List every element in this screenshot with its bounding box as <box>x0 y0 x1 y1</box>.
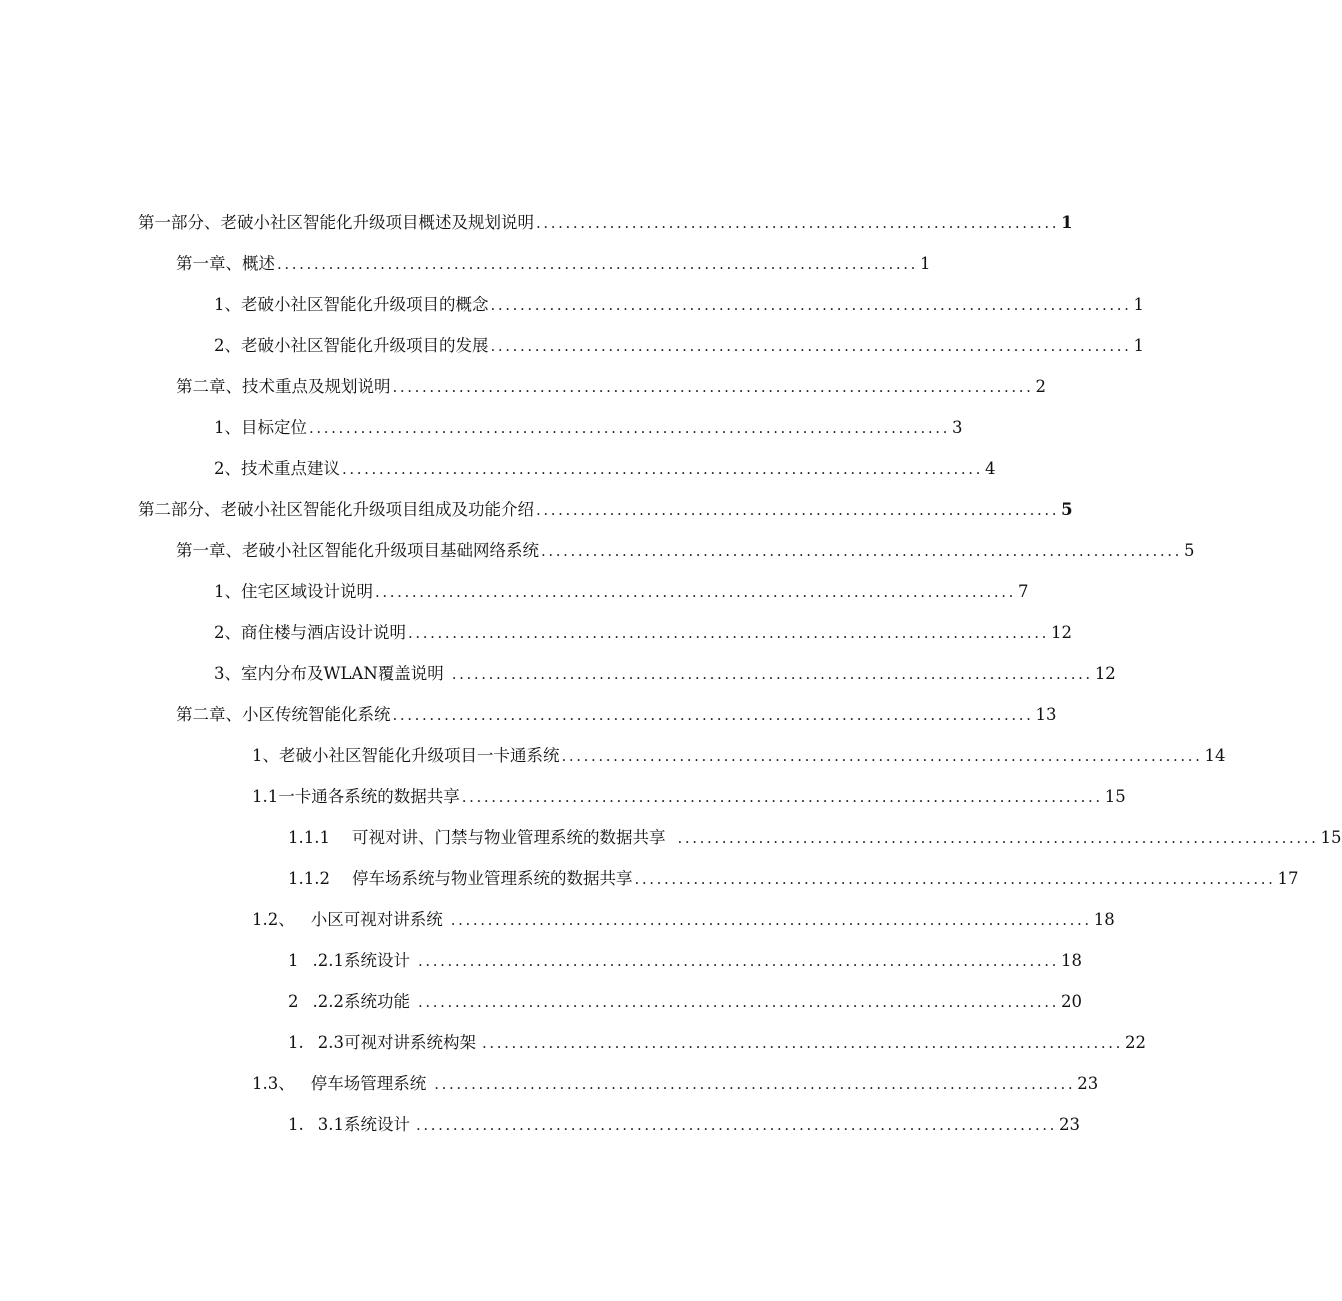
toc-page-number: 23 <box>1059 1115 1081 1134</box>
toc-leader: ....................................................................................... <box>408 624 1050 642</box>
toc-page-number: 12 <box>1094 664 1116 683</box>
toc-leader: ....................................................................................... <box>418 952 1060 970</box>
toc-title: 第一部分、老破小社区智能化升级项目概述及规划说明 <box>138 213 534 232</box>
toc-leader: ....................................................................................... <box>451 665 1093 683</box>
toc-page-number: 22 <box>1125 1033 1147 1052</box>
toc-entry[interactable] <box>176 702 1057 726</box>
toc-page-number: 7 <box>1018 582 1029 601</box>
toc-leader: ....................................................................................... <box>418 993 1060 1011</box>
toc-entry[interactable] <box>176 374 1047 398</box>
toc-leader: ....................................................................................... <box>392 378 1034 396</box>
toc-page-number: 1 <box>920 254 931 273</box>
toc-title: 1.1一卡通各系统的数据共享 <box>252 787 460 806</box>
toc-title: 2、老破小社区智能化升级项目的发展 <box>214 336 489 355</box>
toc-leader: ....................................................................................... <box>677 829 1319 847</box>
toc-entry[interactable] <box>214 579 1029 603</box>
toc-title: 1、老破小社区智能化升级项目一卡通系统 <box>252 746 560 765</box>
toc-title: 第二部分、老破小社区智能化升级项目组成及功能介绍 <box>138 500 534 519</box>
toc-number: 1. <box>288 1033 304 1052</box>
toc-number: 1.2、 <box>252 910 295 929</box>
toc-entry[interactable] <box>138 210 1073 234</box>
toc-page-number: 18 <box>1093 910 1115 929</box>
toc-title: 停车场系统与物业管理系统的数据共享 <box>351 869 633 888</box>
toc-page-number: 15 <box>1320 828 1342 847</box>
toc-leader: ....................................................................... <box>536 214 1060 232</box>
toc-entry[interactable] <box>252 743 1226 767</box>
toc-title: 2.3可视对讲系统构架 <box>317 1033 476 1052</box>
toc-number: 1.1.2 <box>288 869 330 888</box>
toc-title: 2、技术重点建议 <box>214 459 340 478</box>
toc-entry[interactable] <box>176 251 931 275</box>
toc-number: 1 <box>288 951 299 970</box>
toc-page-number: 13 <box>1035 705 1057 724</box>
toc-page-number: 1 <box>1133 336 1145 355</box>
toc-title: .2.2系统功能 <box>312 992 410 1011</box>
toc-title: 停车场管理系统 <box>310 1074 427 1093</box>
toc-leader: ....................................................................................... <box>416 1116 1058 1134</box>
toc-number: 1. <box>288 1115 304 1134</box>
toc-leader: ....................................................................................... <box>490 337 1132 355</box>
toc-entry[interactable] <box>288 825 1342 849</box>
toc-entry[interactable] <box>214 415 963 439</box>
toc-leader: ....................................................................................... <box>541 542 1183 560</box>
toc-leader: ....................................................................................... <box>392 706 1034 724</box>
toc-page-number: 1 <box>1133 295 1145 314</box>
toc-page-number: 17 <box>1277 869 1299 888</box>
toc-leader: ....................................................................................... <box>490 296 1132 314</box>
toc-entry[interactable] <box>214 661 1116 685</box>
toc-leader: ....................................................................................... <box>561 747 1203 765</box>
toc-leader: ....................................................................................... <box>309 419 951 437</box>
toc-title: 2、商住楼与酒店设计说明 <box>214 623 406 642</box>
toc-title: 第二章、技术重点及规划说明 <box>176 377 391 396</box>
toc-entry[interactable] <box>176 538 1195 562</box>
toc-leader: ....................................................................................... <box>434 1075 1076 1093</box>
toc-title: .2.1系统设计 <box>312 951 410 970</box>
toc-title: 1、住宅区域设计说明 <box>214 582 373 601</box>
toc-leader: ....................................................................................... <box>277 255 919 273</box>
toc-entry[interactable] <box>252 907 1115 931</box>
toc-leader: ....................................................................................... <box>450 911 1092 929</box>
toc-page-number: 23 <box>1077 1074 1099 1093</box>
toc-leader: ....................................................................................... <box>482 1034 1124 1052</box>
toc-entry[interactable] <box>252 1071 1099 1095</box>
toc-entry[interactable] <box>288 1112 1081 1136</box>
toc-entry[interactable] <box>214 292 1145 316</box>
toc-leader: ....................................................................................... <box>634 870 1276 888</box>
toc-page-number: 18 <box>1061 951 1083 970</box>
toc-entry[interactable] <box>288 1030 1147 1054</box>
toc-page-number: 5 <box>1061 500 1073 519</box>
toc-page-number: 15 <box>1104 787 1126 806</box>
toc-leader: ....................................................................................... <box>461 788 1103 806</box>
toc-title: 可视对讲、门禁与物业管理系统的数据共享 <box>351 828 666 847</box>
toc-title: 1、目标定位 <box>214 418 307 437</box>
toc-number: 1.1.1 <box>288 828 330 847</box>
toc-entry[interactable] <box>214 333 1145 357</box>
toc-page-number: 20 <box>1061 992 1083 1011</box>
toc-title: 3、室内分布及WLAN覆盖说明 <box>214 664 444 683</box>
toc-page-number: 12 <box>1051 623 1073 642</box>
toc-title: 小区可视对讲系统 <box>310 910 443 929</box>
toc-number: 2 <box>288 992 299 1011</box>
toc-page-number: 5 <box>1184 541 1195 560</box>
toc-entry[interactable] <box>214 456 996 480</box>
toc-page-number: 4 <box>985 459 996 478</box>
toc-entry[interactable] <box>138 497 1073 521</box>
toc-leader: ....................................................................... <box>536 501 1060 519</box>
toc-leader: ....................................................................................... <box>375 583 1017 601</box>
toc-page-number: 1 <box>1061 213 1073 232</box>
toc-page-number: 14 <box>1204 746 1226 765</box>
toc-entry[interactable] <box>288 989 1083 1013</box>
toc-title: 第一章、概述 <box>176 254 275 273</box>
toc-page-number: 3 <box>952 418 963 437</box>
toc-title: 第二章、小区传统智能化系统 <box>176 705 391 724</box>
toc-entry[interactable] <box>214 620 1073 644</box>
toc-title: 第一章、老破小社区智能化升级项目基础网络系统 <box>176 541 539 560</box>
toc-number: 1.3、 <box>252 1074 295 1093</box>
toc-title: 1、老破小社区智能化升级项目的概念 <box>214 295 489 314</box>
toc-leader: ....................................................................................... <box>342 460 984 478</box>
toc-page-number: 2 <box>1035 377 1047 396</box>
toc-entry[interactable] <box>288 948 1083 972</box>
toc-entry[interactable] <box>288 866 1299 890</box>
toc-title: 3.1系统设计 <box>317 1115 410 1134</box>
toc-entry[interactable] <box>252 784 1126 808</box>
